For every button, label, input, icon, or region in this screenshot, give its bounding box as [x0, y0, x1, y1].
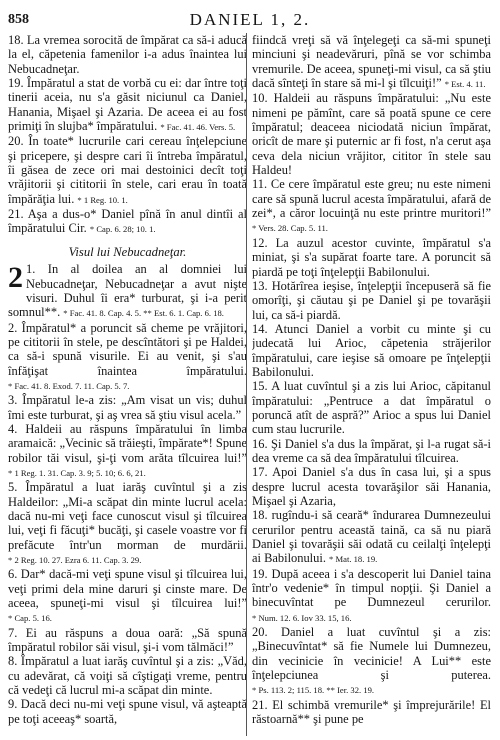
page-number: 858 [8, 12, 29, 27]
verse-text: 7. Ei au răspuns a doua oară: „Să spună împăratul robilor săi visul, şi-i vom tălmăci!” [8, 625, 247, 655]
verse-paragraph [8, 567, 247, 625]
chapter-number: 2 [8, 261, 23, 295]
verse-paragraph [252, 698, 491, 727]
cross-reference: * Fac. 41. 8. Exod. 7. 11. Cap. 5. 7. [8, 380, 130, 391]
cross-reference: * 2 Reg. 10. 27. Ezra 6. 11. Cap. 3. 29. [8, 555, 142, 566]
verse-paragraph [8, 321, 247, 394]
verse-paragraph [8, 480, 247, 567]
left-column [8, 33, 247, 738]
cross-reference: * 1 Reg. 1. 31. Cap. 3. 9; 5. 10; 6. 6, 21. [8, 467, 146, 478]
verse-paragraph [8, 262, 247, 320]
cross-reference: * Num. 12. 6. Iov 33. 15, 16. [252, 612, 352, 623]
verse-text: 10. Haldeii au răspuns împăratului: „Nu este nimeni pe pămînt, care să poată spune ce cere împăratul; deaceea niciodată niciun împărat, oricît de mare şi puternic ar fi fost, n'a cerut aşa ceva dela niciun vrăjitor, cititor în stele sau Haldeu! [252, 91, 491, 178]
verse-text: 16. Şi Daniel s'a dus la împărat, şi l-a rugat să-i dea vreme ca să dea împăratului tîlcuirea. [252, 436, 491, 465]
verse-paragraph [252, 379, 491, 436]
verse-text: 19. După aceea i s'a descoperit lui Daniel taina într'o vedenie* în timpul nopţii. Şi Daniel a binecuvîntat pe Dumnezeul cerurilor. [252, 566, 491, 610]
verse-paragraph [8, 422, 247, 480]
verse-text: 21. El schimbă vremurile* şi împrejurările! El răstoarnă** şi pune pe [252, 697, 491, 727]
cross-reference: * Vers. 28. Cap. 5. 11. [252, 223, 328, 234]
column-divider [246, 33, 247, 736]
verse-text: 18. La vremea sorocită de împărat ca să-i aducă la el, căpetenia famenilor i-a adus înaintea lui Nebucadneţar. [8, 33, 247, 76]
verse-paragraph [252, 322, 491, 379]
verse-paragraph [252, 465, 491, 508]
right-column [252, 33, 491, 738]
verse-text: 13. Hotărîrea ieşise, înţelepţii începuseră să fie omorîţi, şi căutau şi pe Daniel şi pe tovarăşii lui, ca să-i piardă. [252, 278, 491, 322]
verse-paragraph [8, 76, 247, 134]
verse-paragraph [252, 508, 491, 566]
verse-paragraph [252, 33, 491, 91]
verse-paragraph [252, 567, 491, 625]
verse-paragraph [8, 207, 247, 237]
verse-text: 20. În toate* lucrurile cari cereau înţelepciune şi pricepere, şi despre cari îi întreba împăratul, îi găsea de zece ori mai destoinici decît toţi vrăjitorii şi cititorii în stele, cari erau în toată împărăţia lui. [8, 134, 247, 206]
verse-text: 20. Daniel a luat cuvîntul şi a zis: „Binecuvîntat* să fie Numele lui Dumnezeu, din vecinicie în vecinicie! A Lui** este înţelepciunea şi puterea. [252, 625, 491, 683]
running-head: DANIEL 1, 2. [189, 10, 311, 29]
verse-paragraph [252, 625, 491, 698]
verse-paragraph [252, 177, 491, 235]
verse-text: 21. Aşa a dus-o* Daniel pînă în anul dintîi al împăratului Cir. [8, 207, 247, 236]
verse-paragraph [8, 134, 247, 207]
verse-text: 6. Dar* dacă-mi veţi spune visul şi tîlcuirea lui, veţi primi dela mine daruri şi cinste mare. De aceea, spuneţi-mi visul şi tîlcuirea lui!” [8, 567, 247, 611]
verse-paragraph [252, 236, 491, 279]
verse-text: 11. Ce cere împăratul este greu; nu este nimeni care să spună lucrul acesta împăratului, afară de zei*, a căror locuinţă nu este printre muritori!” [252, 177, 491, 221]
cross-reference: * Est. 4. 11. [444, 79, 486, 90]
verse-text: 14. Atunci Daniel a vorbit cu minte şi cu judecată lui Arioc, căpetenia străjerilor împăratului, care ieşise să omoare pe înţelepţii Babilonului. [252, 321, 491, 379]
cross-reference: * Cap. 5. 16. [8, 613, 52, 624]
verse-text: 4. Haldeii au răspuns împăratului în limba aramaică: „Vecinic să trăieşti, împărate*! Spune robilor tăi visul, şi-ţi vom arăta tîlcuirea lui!” [8, 421, 247, 465]
verse-paragraph [8, 393, 247, 422]
verse-paragraph [8, 697, 247, 726]
verse-text: 8. Împăratul a luat iarăş cuvîntul şi a zis: „Văd, cu adevărat, că voiţi să cîştigaţi vreme, pentru că vedeţi că lucrul mi-a scăpat din minte. [8, 654, 247, 698]
verse-paragraph [8, 33, 247, 76]
verse-text: 1. In al doilea an al domniei lui Nebucadneţar, Nebucadneţar a avut nişte visuri. Duhul îi era* turburat, şi i-a perit somnul**. [8, 262, 247, 320]
verse-text: 18. rugîndu-i să ceară* îndurarea Dumnezeului cerurilor pentru această taină, ca să nu piară Daniel şi tovarăşii săi odată cu ceilalţi înţelepţi ai Babilonului. [252, 508, 491, 566]
page-header [8, 10, 492, 32]
section-heading: Visul lui Nebucadneţar. [68, 244, 187, 259]
cross-reference: * Fac. 41. 46. Vers. 5. [160, 122, 236, 133]
verse-text: 9. Dacă deci nu-mi veţi spune visul, vă aşteaptă pe toţi aceeaş* soartă, [8, 697, 247, 726]
verse-text: 12. La auzul acestor cuvinte, împăratul s'a miniat, şi s'a supărat foarte tare. A poruncit să piardă pe toţi înţelepţii Babilonului. [252, 235, 491, 279]
verse-paragraph [252, 437, 491, 466]
verse-text: 19. Împăratul a stat de vorbă cu ei: dar între toţi tinerii aceia, nu s'a găsit niciunul ca Daniel, Hanania, Mişael şi Azaria. De aceea ei au fost primiţi în slujba* împăratului. [8, 76, 247, 134]
verse-text: 5. Împăratul a luat iarăş cuvîntul şi a zis Haldeilor: „Mi-a scăpat din minte lucrul acela: dacă nu-mi veţi face cunoscut visul şi tîlcuirea lui, veţi fi făcuţi* bucăţi, şi casele voastre vor fi prefăcute într'un morman de murdării. [8, 480, 247, 552]
verse-paragraph [8, 654, 247, 697]
cross-reference: * Cap. 6. 28; 10. 1. [89, 224, 156, 235]
verse-text: 3. Împăratul le-a zis: „Am visat un vis; duhul îmi este turburat, şi aş vrea să ştiu visul acela.” [8, 393, 247, 422]
verse-text: fiindcă vreţi să vă înţelegeţi ca să-mi spuneţi minciuni şi neadevăruri, pînă se vor schimba vremurile. De aceea, spuneţi-mi visul, ca să ştiu dacă sînteţi în stare să mi-l şi tîlcuiţi!” [252, 33, 491, 91]
verse-text: 17. Apoi Daniel s'a dus în casa lui, şi a spus despre lucrul acesta tovarăşilor săi Hanania, Mişael şi Azaria, [252, 465, 491, 508]
verse-paragraph [8, 626, 247, 655]
cross-reference: * Ps. 113. 2; 115. 18. ** Ier. 32. 19. [252, 685, 375, 696]
cross-reference: * Fac. 41. 8. Cap. 4. 5. ** Est. 6. 1. Cap. 6. 18. [63, 308, 224, 319]
cross-reference: * 1 Reg. 10. 1. [77, 194, 128, 205]
cross-reference: * Mat. 18. 19. [329, 554, 378, 565]
verse-paragraph [252, 91, 491, 177]
verse-paragraph [252, 279, 491, 322]
verse-text: 15. A luat cuvîntul şi a zis lui Arioc, căpitanul împăratului: „Pentruce a dat împăratul o poruncă atît de aspră?” Arioc a spus lui Daniel cum stau lucrurile. [252, 379, 491, 437]
verse-text: 2. Împăratul* a poruncit să cheme pe vrăjitori, pe cititorii în stele, pe descîntători şi pe Haldei, ca să-i spună visurile. Ei au venit, şi s'au înfăţişat înaintea împăratului. [8, 320, 247, 378]
